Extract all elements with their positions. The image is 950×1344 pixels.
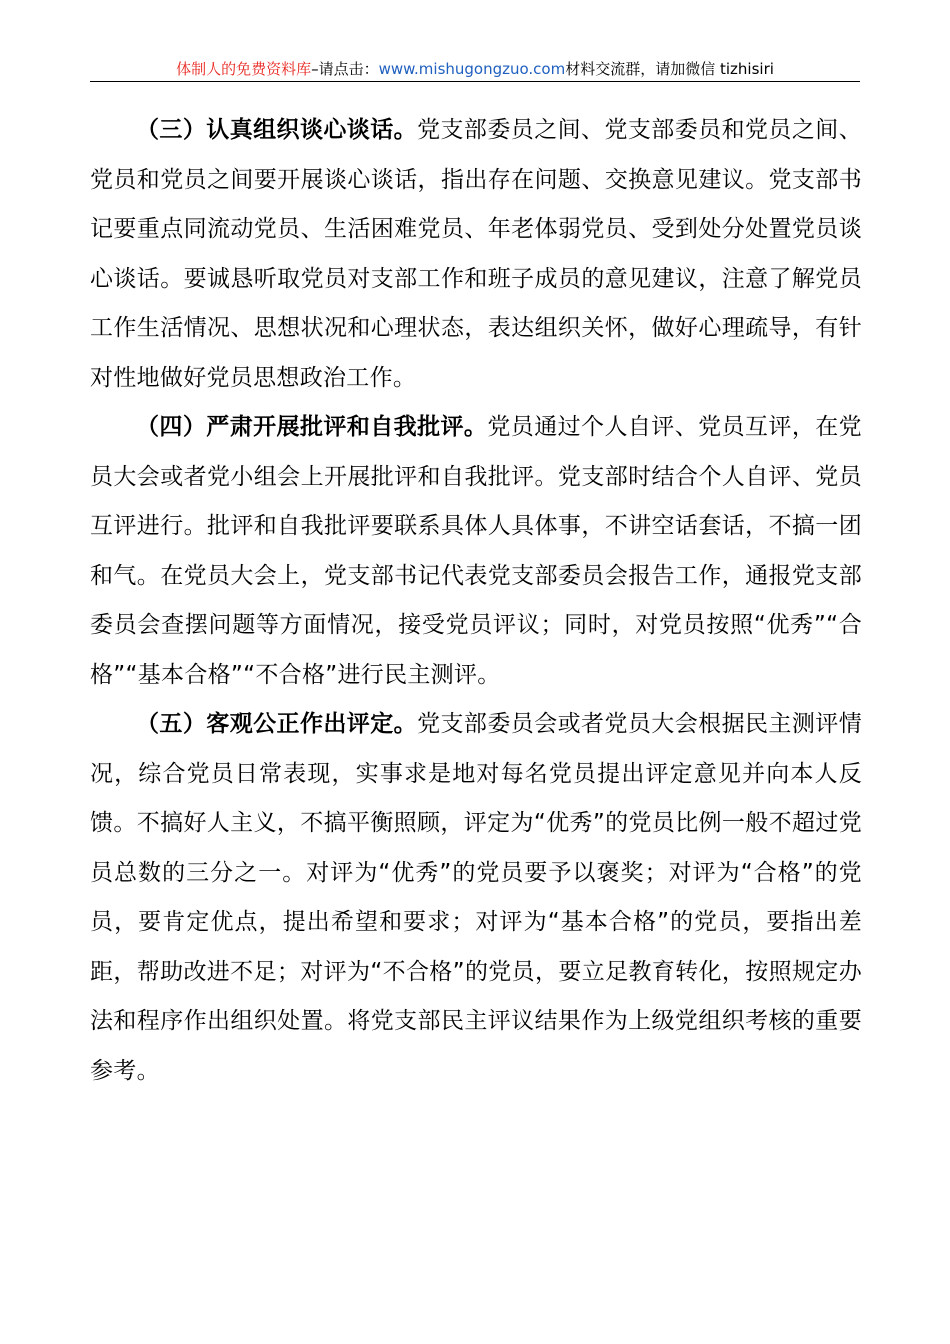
header-contact-text: 材料交流群，请加微信 tizhisiri bbox=[565, 60, 774, 78]
header-divider bbox=[90, 81, 860, 82]
paragraph-4-text: 党员通过个人自评、党员互评，在党员大会或者党小组会上开展批评和自我批评。党支部时结合个人自评、党员互评进行。批评和自我批评要联系具体人具体事，不讲空话套话，不搞一团和气。在党员大会上，党支部书记代表党支部委员会报告工作，通报党支部委员会查摆问题等方面情况，接受党员评议；同时，对党员按照“优秀”“合格”“基本合格”“不合格”进行民主测评。 bbox=[90, 414, 862, 688]
paragraph-3-text: 党支部委员之间、党支部委员和党员之间、党员和党员之间要开展谈心谈话，指出存在问题、交换意见建议。党支部书记要重点同流动党员、生活困难党员、年老体弱党员、受到处分处置党员谈心谈话。要诚恳听取党员对支部工作和班子成员的意见建议，注意了解党员工作生活情况、思想状况和心理状态，表达组织关怀，做好心理疏导，有针对性地做好党员思想政治工作。 bbox=[90, 117, 862, 391]
paragraph-4 bbox=[90, 403, 862, 700]
paragraph-5-text: 党支部委员会或者党员大会根据民主测评情况，综合党员日常表现，实事求是地对每名党员提出评定意见并向本人反馈。不搞好人主义，不搞平衡照顾，评定为“优秀”的党员比例一般不超过党员总数的三分之一。对评为“优秀”的党员要予以褒奖；对评为“合格”的党员，要肯定优点，提出希望和要求；对评为“基本合格”的党员，要指出差距，帮助改进不足；对评为“不合格”的党员，要立足教育转化，按照规定办法和程序作出组织处置。将党支部民主评议结果作为上级党组织考核的重要参考。 bbox=[90, 711, 862, 1084]
page-header bbox=[90, 58, 860, 80]
header-site-name[interactable]: 体制人的免费资料库 bbox=[176, 60, 312, 78]
paragraph-3-heading: （三）认真组织谈心谈话。 bbox=[136, 117, 418, 143]
paragraph-3 bbox=[90, 106, 862, 403]
header-url-link[interactable]: www.mishugongzuo.com bbox=[378, 60, 566, 78]
paragraph-5-heading: （五）客观公正作出评定。 bbox=[136, 711, 418, 737]
paragraph-4-heading: （四）严肃开展批评和自我批评。 bbox=[136, 414, 488, 440]
document-body bbox=[90, 106, 862, 1096]
paragraph-5 bbox=[90, 700, 862, 1096]
header-prompt: –请点击： bbox=[311, 60, 379, 78]
